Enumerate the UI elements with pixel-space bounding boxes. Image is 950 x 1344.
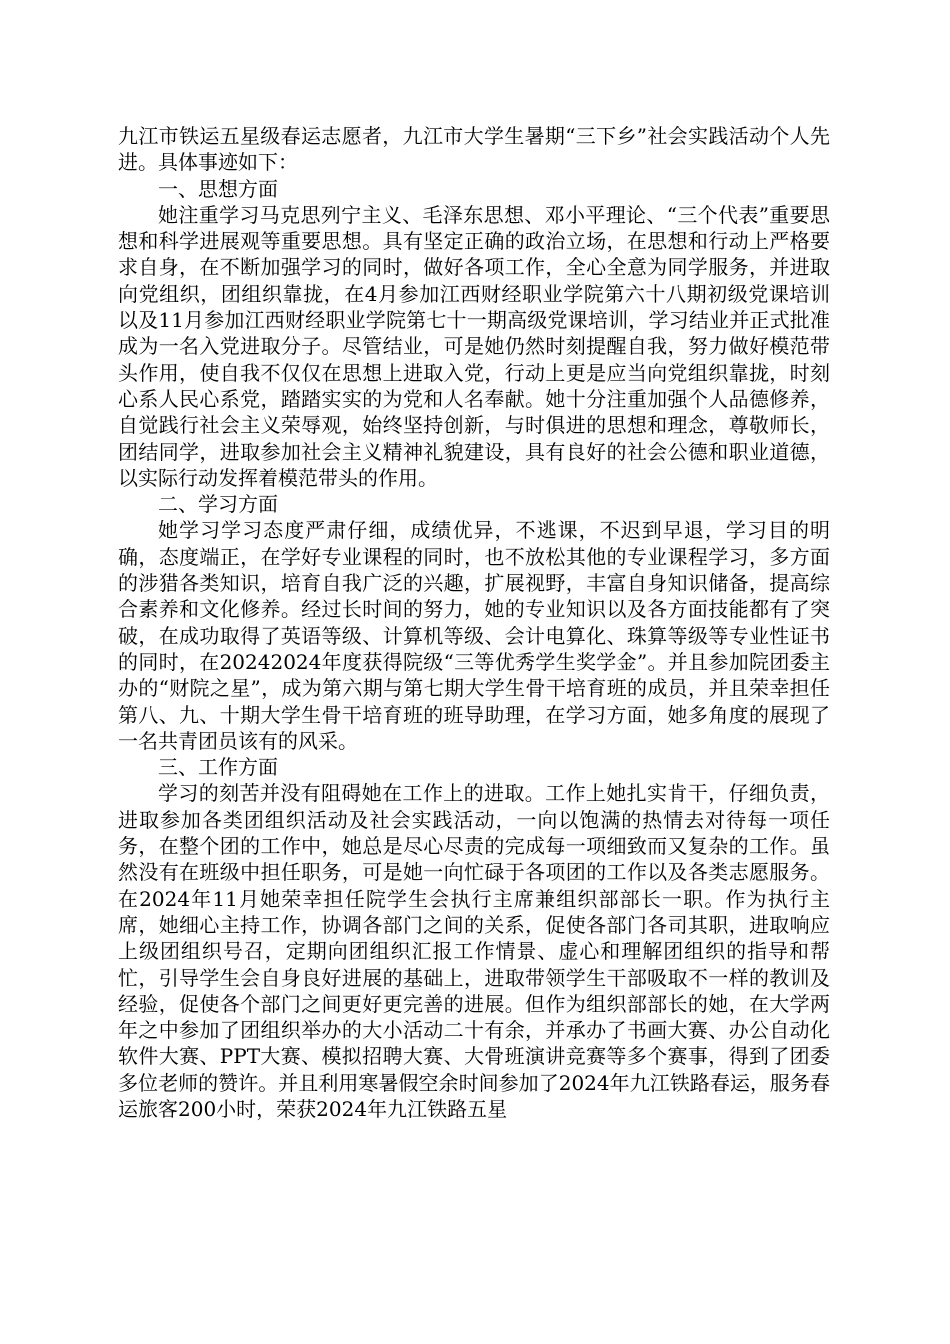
- section-heading-work: 三、工作方面: [158, 755, 278, 780]
- paragraph-work: 学习的刻苦并没有阻碍她在工作上的进取。工作上她扎实肯干，仔细负责，进取参加各类团组织活动及社会实践活动，一向以饱满的热情去对待每一项任务，在整个团的工作中，她总是尽心尽责的完成每一项细致而又复杂的工作。虽然没有在班级中担任职务，可是她一向忙碌于各项团的工作以及各类志愿服务。在2024年11月她荣幸担任院学生会执行主席兼组织部部长一职。作为执行主席，她细心主持工作，协调各部门之间的关系，促使各部门各司其职，进取响应上级团组织号召，定期向团组织汇报工作情景、虚心和理解团组织的指导和帮忙，引导学生会自身良好进展的基础上，进取带领学生干部吸取不一样的教训及经验，促使各个部门之间更好更完善的进展。但作为组织部部长的她，在大学两年之中参加了团组织举办的大小活动二十有余，并承办了书画大赛、办公自动化软件大赛、PPT大赛、模拟招聘大赛、大骨班演讲竞赛等多个赛事，得到了团委多位老师的赞许。并且利用寒暑假空余时间参加了2024年九江铁路春运，服务春运旅客200小时，荣获2024年九江铁路五星: [118, 781, 830, 1121]
- section-heading-thought: 一、思想方面: [158, 176, 278, 201]
- paragraph-intro: 九江市铁运五星级春运志愿者，九江市大学生暑期“三下乡”社会实践活动个人先进。具体事迹如下：: [118, 124, 830, 175]
- document-page: [118, 123, 830, 1122]
- paragraph-thought: 她注重学习马克思列宁主义、毛泽东思想、邓小平理论、“三个代表”重要思想和科学进展观等重要思想。具有坚定正确的政治立场，在思想和行动上严格要求自身，在不断加强学习的同时，做好各项工作，全心全意为同学服务，并进取向党组织，团组织靠拢，在4月参加江西财经职业学院第六十八期初级党课培训以及11月参加江西财经职业学院第七十一期高级党课培训，学习结业并正式批准成为一名入党进取分子。尽管结业，可是她仍然时刻提醒自我，努力做好模范带头作用，使自我不仅仅在思想上进取入党，行动上更是应当向党组织靠拢，时刻心系人民心系党，踏踏实实的为党和人名奉献。她十分注重加强个人品德修养，自觉践行社会主义荣辱观，始终坚持创新，与时俱进的思想和理念，尊敬师长，团结同学，进取参加社会主义精神礼貌建设，具有良好的社会公德和职业道德，以实际行动发挥着模范带头的作用。: [118, 202, 830, 490]
- section-heading-study: 二、学习方面: [158, 492, 278, 517]
- paragraph-study: 她学习学习态度严肃仔细，成绩优异，不逃课，不迟到早退，学习目的明确，态度端正，在学好专业课程的同时，也不放松其他的专业课程学习，多方面的涉猎各类知识，培育自我广泛的兴趣，扩展视野，丰富自身知识储备，提高综合素养和文化修养。经过长时间的努力，她的专业知识以及各方面技能都有了突破，在成功取得了英语等级、计算机等级、会计电算化、珠算等级等专业性证书的同时，在20242024年度获得院级“三等优秀学生奖学金”。并且参加院团委主办的“财院之星”，成为第六期与第七期大学生骨干培育班的成员，并且荣幸担任第八、九、十期大学生骨干培育班的班导助理，在学习方面，她多角度的展现了一名共青团员该有的风采。: [118, 518, 830, 753]
